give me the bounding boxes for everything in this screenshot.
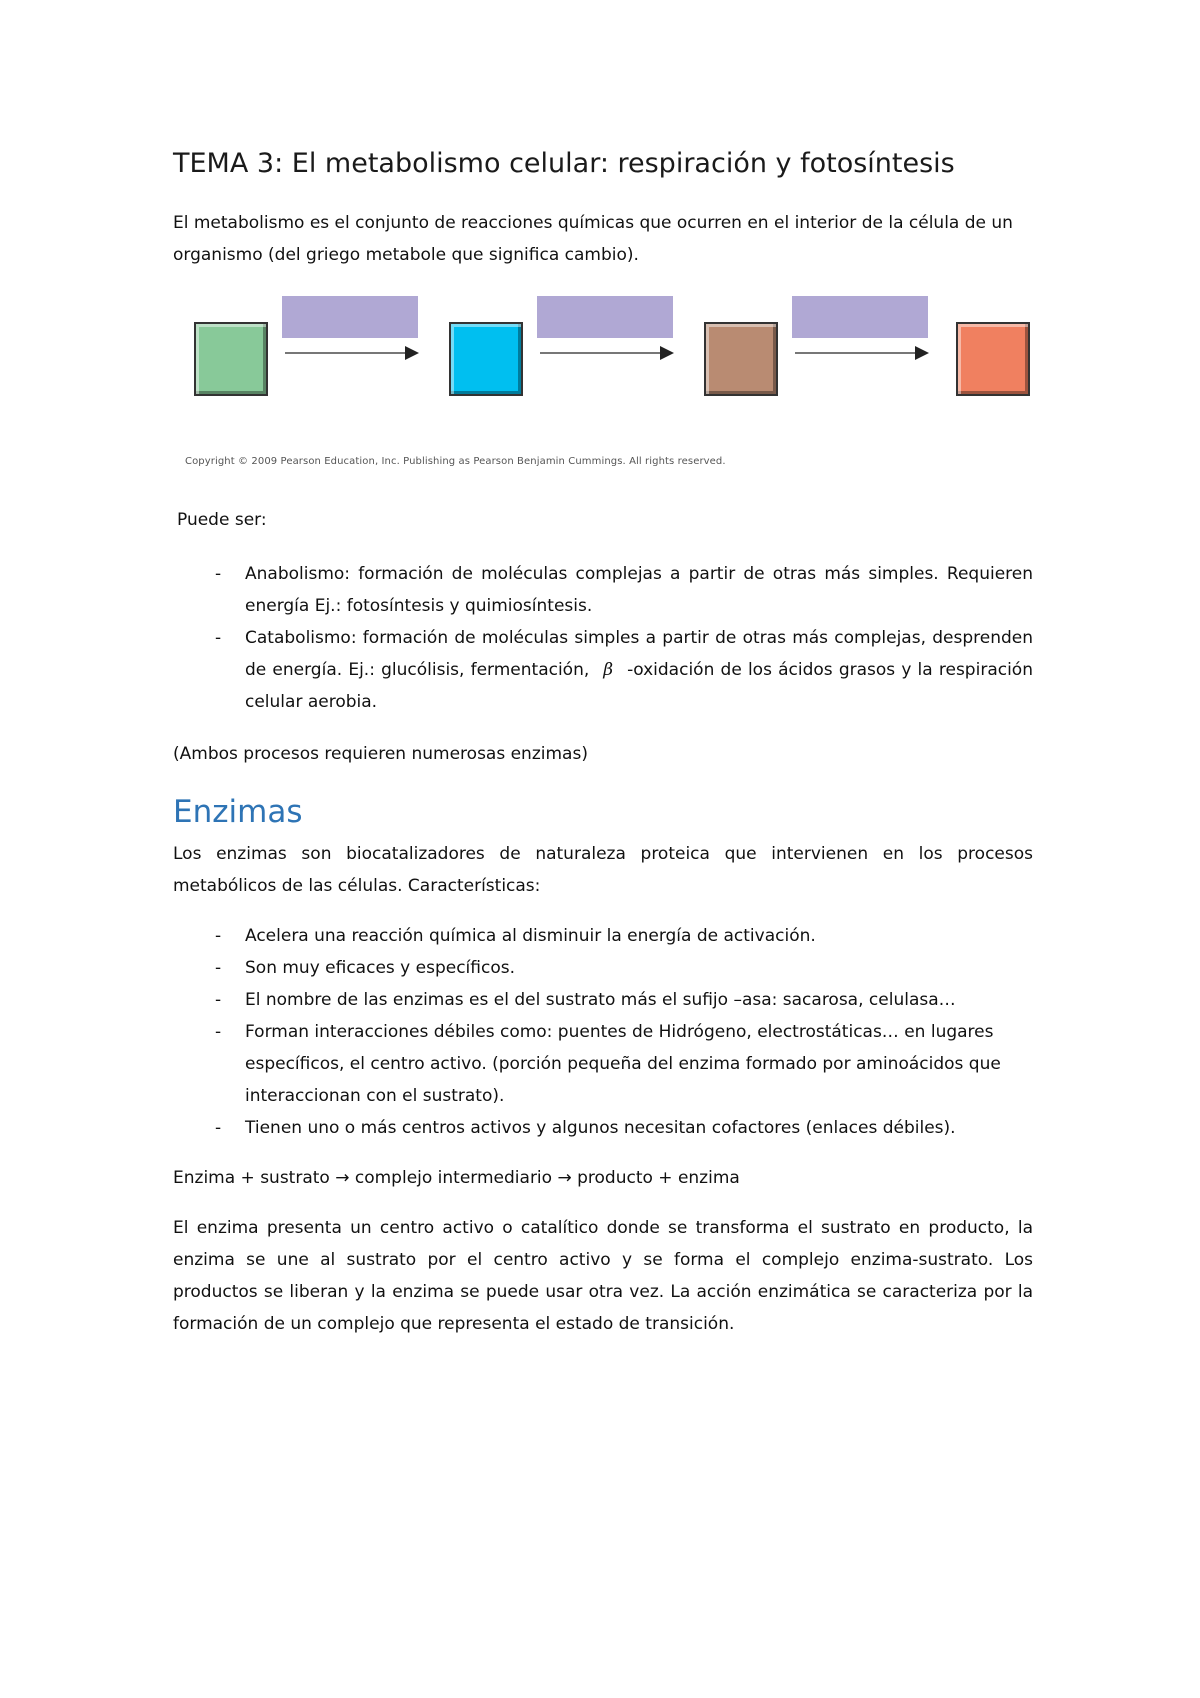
types-intro: Puede ser:: [177, 510, 267, 530]
enzimas-intro: Los enzimas son biocatalizadores de naturaleza proteica que intervienen en los procesos metabólicos de las células. Características:: [173, 844, 1033, 896]
reaction-equation: Enzima + sustrato → complejo intermediario → producto + enzima: [173, 1168, 740, 1188]
enzyme-label-1: [282, 296, 418, 338]
figure-copyright: Copyright © 2009 Pearson Education, Inc. Publishing as Pearson Benjamin Cummings. All rights reserved.: [185, 456, 726, 467]
enzymes-note: (Ambos procesos requieren numerosas enzimas): [173, 744, 588, 764]
catabolism-text-end: -oxidación de los ácidos grasos y la respiración celular aerobia.: [245, 660, 1033, 712]
list-item: - Son muy eficaces y específicos.: [173, 952, 1033, 984]
enzyme-label-3: [792, 296, 928, 338]
list-item-anabolism: - Anabolismo: formación de moléculas complejas a partir de otras más simples. Requieren energía Ej.: fotosíntesis y quimiosíntesis.: [173, 558, 1033, 622]
metabolic-pathway-figure: [187, 296, 1037, 476]
molecule-box-1: [194, 322, 268, 396]
metabolism-types-list: [173, 558, 1033, 718]
enzyme-label-2: [537, 296, 673, 338]
list-item: - Acelera una reacción química al disminuir la energía de activación.: [173, 920, 1033, 952]
list-item: - Tienen uno o más centros activos y algunos necesitan cofactores (enlaces débiles).: [173, 1112, 1033, 1144]
page-title: TEMA 3: El metabolismo celular: respiración y fotosíntesis: [173, 148, 955, 179]
beta-symbol: β: [603, 660, 614, 680]
molecule-box-4: [956, 322, 1030, 396]
intro-paragraph: El metabolismo es el conjunto de reacciones químicas que ocurren en el interior de la célula de un organismo (del griego metabole que significa cambio).: [173, 213, 1013, 265]
reaction-arrow-1: [285, 352, 415, 354]
enzyme-description: El enzima presenta un centro activo o catalítico donde se transforma el sustrato en producto, la enzima se une al sustrato por el centro activo y se forma el complejo enzima-sustrato. Los productos se liberan y la enzima se puede usar otra vez. La acción enzimática se caracteriza por la formación de un complejo que representa el estado de transición.: [173, 1218, 1033, 1334]
enzyme-characteristics-list: [173, 920, 1033, 1144]
reaction-arrow-2: [540, 352, 670, 354]
list-item-catabolism: [173, 622, 1033, 718]
section-heading-enzimas: Enzimas: [173, 794, 303, 830]
molecule-box-2: [449, 322, 523, 396]
catabolism-text: Catabolismo: formación de moléculas simples a partir de otras más complejas, desprenden de energía. Ej.: glucólisis, fermentación,: [245, 628, 1033, 680]
reaction-arrow-3: [795, 352, 925, 354]
list-item: - El nombre de las enzimas es el del sustrato más el sufijo –asa: sacarosa, celulasa…: [173, 984, 1033, 1016]
list-item: - Forman interacciones débiles como: puentes de Hidrógeno, electrostáticas… en lugares específicos, el centro activo. (porción pequeña del enzima formado por aminoácidos que interaccionan con el sustrato).: [173, 1016, 1033, 1112]
molecule-box-3: [704, 322, 778, 396]
